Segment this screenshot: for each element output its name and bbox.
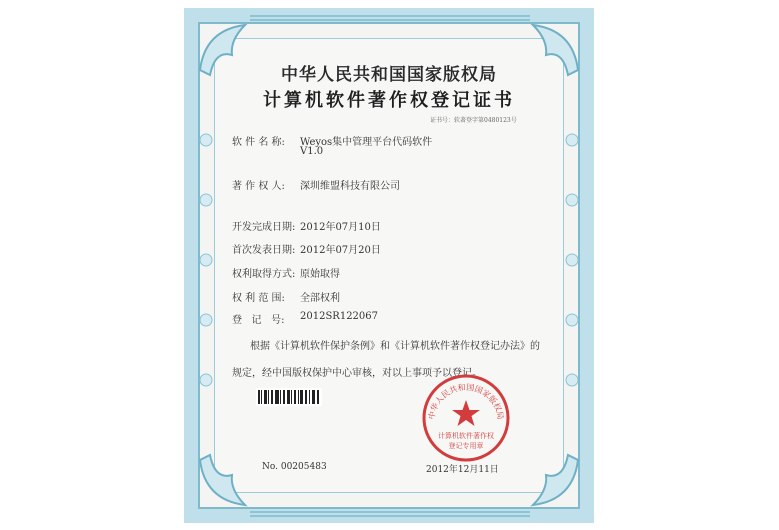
field-value-copyright-owner: 深圳维盟科技有限公司: [300, 181, 400, 192]
field-label-rights-scope: 权 利 范 围:: [232, 293, 285, 304]
field-value-completion-date: 2012年07月10日: [300, 222, 381, 233]
issue-date: 2012年12月11日: [426, 465, 499, 475]
field-value-software-version: V1.0: [300, 146, 324, 157]
corner-ornament-bl: [200, 455, 245, 505]
field-value-rights-scope: 全部权利: [300, 293, 340, 304]
field-label-completion-date: 开发完成日期:: [232, 222, 296, 233]
field-label-publication-date: 首次发表日期:: [232, 245, 296, 256]
certificate-number: 证书号：软著登字第0480123号: [430, 117, 517, 124]
seal-star-icon: [452, 400, 480, 426]
issuer-heading: 中华人民共和国国家版权局: [281, 65, 497, 85]
corner-ornament-br: [533, 455, 578, 505]
field-value-registration-number: 2012SR122067: [300, 311, 379, 322]
seal-center-line2: 登记专用章: [448, 442, 484, 450]
field-value-publication-date: 2012年07月20日: [300, 245, 381, 256]
field-label-software-name: 软 件 名 称:: [232, 137, 285, 148]
field-label-registration-number: 登 记 号:: [232, 315, 285, 326]
body-text-line1: 根据《计算机软件保护条例》和《计算机软件著作权登记办法》的: [250, 341, 540, 352]
field-label-copyright-owner: 著 作 权 人:: [232, 181, 285, 192]
field-value-acquisition-method: 原始取得: [300, 269, 340, 280]
official-seal: [420, 372, 512, 464]
field-value-software-name: Weyos集中管理平台代码软件: [300, 137, 433, 148]
field-label-acquisition-method: 权利取得方式:: [232, 269, 296, 280]
serial-number: No. 00205483: [262, 462, 327, 472]
seal-center-line1: 计算机软件著作权: [438, 432, 494, 440]
body-text-line2: 规定，经中国版权保护中心审核，对以上事项予以登记。: [232, 368, 482, 379]
certificate-title: 计算机软件著作权登记证书: [263, 90, 515, 111]
seal-arc-text: 中华人民共和国国家版权局: [426, 382, 506, 421]
barcode: [256, 388, 322, 406]
